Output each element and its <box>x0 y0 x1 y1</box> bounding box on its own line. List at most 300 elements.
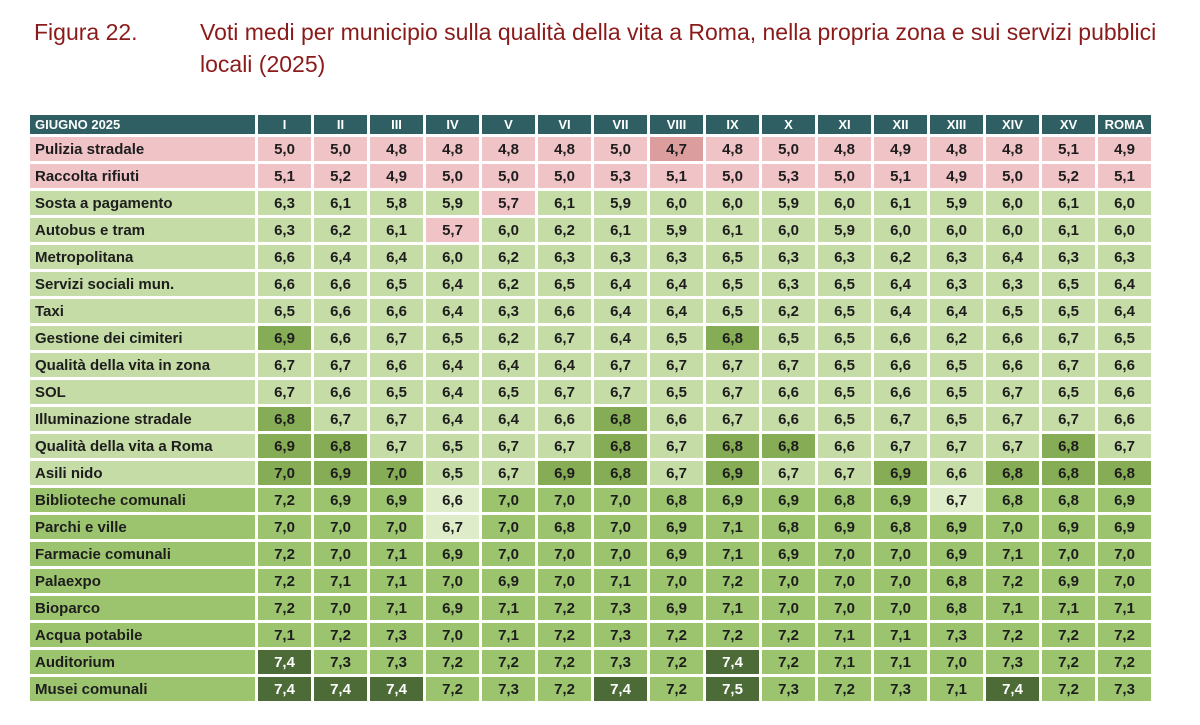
row-label: Taxi <box>30 299 255 323</box>
heat-cell: 6,3 <box>482 299 535 323</box>
heat-cell: 7,0 <box>1098 542 1151 566</box>
heat-cell: 7,0 <box>370 515 423 539</box>
heat-cell: 7,1 <box>986 542 1039 566</box>
heat-cell: 7,1 <box>1042 596 1095 620</box>
heat-cell: 7,2 <box>258 488 311 512</box>
heat-cell: 6,6 <box>930 461 983 485</box>
heat-cell: 7,4 <box>314 677 367 701</box>
heat-cell: 6,5 <box>426 434 479 458</box>
heat-cell: 6,7 <box>370 407 423 431</box>
heat-cell: 6,7 <box>986 434 1039 458</box>
row-label: Auditorium <box>30 650 255 674</box>
table-row <box>30 191 1151 215</box>
heat-cell: 6,5 <box>930 407 983 431</box>
heat-cell: 6,9 <box>874 488 927 512</box>
table-row <box>30 407 1151 431</box>
heat-cell: 6,7 <box>762 461 815 485</box>
heat-cell: 7,3 <box>874 677 927 701</box>
heat-cell: 6,1 <box>594 218 647 242</box>
heat-cell: 5,0 <box>538 164 591 188</box>
heat-cell: 7,2 <box>706 623 759 647</box>
heat-cell: 6,6 <box>874 380 927 404</box>
heat-cell: 6,4 <box>482 353 535 377</box>
heat-cell: 7,1 <box>818 623 871 647</box>
heat-cell: 7,0 <box>370 461 423 485</box>
column-header: XI <box>818 115 871 134</box>
row-label: Gestione dei cimiteri <box>30 326 255 350</box>
heat-cell: 7,0 <box>650 569 703 593</box>
heat-cell: 6,9 <box>650 596 703 620</box>
heat-cell: 6,5 <box>1042 380 1095 404</box>
heat-cell: 6,7 <box>818 461 871 485</box>
heat-cell: 6,0 <box>650 191 703 215</box>
heat-cell: 6,0 <box>1098 218 1151 242</box>
heat-cell: 6,6 <box>314 299 367 323</box>
heat-cell: 6,7 <box>482 461 535 485</box>
heat-cell: 7,2 <box>1042 677 1095 701</box>
heat-cell: 7,2 <box>762 623 815 647</box>
heat-cell: 7,2 <box>1098 650 1151 674</box>
table-row <box>30 245 1151 269</box>
heat-cell: 6,6 <box>258 245 311 269</box>
heat-cell: 6,4 <box>594 326 647 350</box>
heat-cell: 6,4 <box>370 245 423 269</box>
heat-cell: 6,5 <box>818 407 871 431</box>
heat-cell: 5,0 <box>706 164 759 188</box>
heat-cell: 5,0 <box>818 164 871 188</box>
heat-cell: 5,1 <box>258 164 311 188</box>
heat-cell: 6,2 <box>314 218 367 242</box>
row-label: Illuminazione stradale <box>30 407 255 431</box>
heat-cell: 7,2 <box>314 623 367 647</box>
heat-cell: 7,1 <box>706 596 759 620</box>
heat-cell: 6,9 <box>314 461 367 485</box>
heat-cell: 7,2 <box>426 650 479 674</box>
heat-cell: 7,0 <box>258 461 311 485</box>
heat-cell: 6,7 <box>874 407 927 431</box>
heat-cell: 6,8 <box>762 515 815 539</box>
heat-cell: 6,5 <box>930 380 983 404</box>
heat-cell: 6,3 <box>762 245 815 269</box>
heat-cell: 6,8 <box>538 515 591 539</box>
heat-cell: 6,6 <box>426 488 479 512</box>
heat-cell: 6,2 <box>538 218 591 242</box>
heat-cell: 6,7 <box>258 353 311 377</box>
heat-cell: 6,8 <box>986 461 1039 485</box>
heat-cell: 7,5 <box>706 677 759 701</box>
heat-cell: 7,0 <box>874 569 927 593</box>
heat-cell: 6,9 <box>706 488 759 512</box>
heat-cell: 6,5 <box>706 299 759 323</box>
heat-cell: 6,1 <box>538 191 591 215</box>
heat-cell: 6,6 <box>538 407 591 431</box>
heat-cell: 7,0 <box>1042 542 1095 566</box>
heat-cell: 7,1 <box>706 542 759 566</box>
heat-cell: 6,4 <box>426 272 479 296</box>
heat-cell: 7,3 <box>762 677 815 701</box>
heat-cell: 6,6 <box>314 272 367 296</box>
row-label: Sosta a pagamento <box>30 191 255 215</box>
heat-cell: 6,1 <box>370 218 423 242</box>
row-label: Autobus e tram <box>30 218 255 242</box>
heat-cell: 6,3 <box>1098 245 1151 269</box>
heat-cell: 6,8 <box>594 407 647 431</box>
heatmap-table <box>27 112 1154 704</box>
heat-cell: 7,1 <box>370 569 423 593</box>
row-label: Palaexpo <box>30 569 255 593</box>
heat-cell: 6,8 <box>930 596 983 620</box>
heat-cell: 6,3 <box>258 191 311 215</box>
heat-cell: 4,9 <box>370 164 423 188</box>
heat-cell: 6,7 <box>314 353 367 377</box>
column-header: ROMA <box>1098 115 1151 134</box>
table-row <box>30 542 1151 566</box>
heat-cell: 6,8 <box>1042 488 1095 512</box>
heat-cell: 6,9 <box>1098 515 1151 539</box>
column-header: XIII <box>930 115 983 134</box>
heat-cell: 6,0 <box>426 245 479 269</box>
heat-cell: 7,2 <box>650 677 703 701</box>
heat-cell: 6,7 <box>706 380 759 404</box>
column-header: VIII <box>650 115 703 134</box>
heat-cell: 6,7 <box>650 353 703 377</box>
heat-cell: 5,9 <box>818 218 871 242</box>
heat-cell: 6,3 <box>594 245 647 269</box>
corner-label: GIUGNO 2025 <box>30 115 255 134</box>
heat-cell: 7,1 <box>1098 596 1151 620</box>
heat-cell: 6,0 <box>986 218 1039 242</box>
table-row <box>30 623 1151 647</box>
heat-cell: 6,8 <box>1042 434 1095 458</box>
heat-cell: 6,7 <box>370 434 423 458</box>
heat-cell: 7,1 <box>482 623 535 647</box>
heat-cell: 6,2 <box>482 326 535 350</box>
heat-cell: 6,2 <box>930 326 983 350</box>
heat-cell: 6,9 <box>1042 569 1095 593</box>
heat-cell: 6,6 <box>538 299 591 323</box>
column-header: V <box>482 115 535 134</box>
heat-cell: 6,7 <box>370 326 423 350</box>
heat-cell: 6,7 <box>930 488 983 512</box>
heat-cell: 6,6 <box>1098 353 1151 377</box>
heat-cell: 6,4 <box>930 299 983 323</box>
heat-cell: 7,0 <box>594 515 647 539</box>
heat-cell: 6,5 <box>426 326 479 350</box>
heat-cell: 7,2 <box>538 677 591 701</box>
heat-cell: 6,3 <box>762 272 815 296</box>
heat-cell: 6,9 <box>426 596 479 620</box>
heat-cell: 6,6 <box>314 380 367 404</box>
table-row <box>30 515 1151 539</box>
heat-cell: 6,7 <box>594 353 647 377</box>
table-row <box>30 488 1151 512</box>
heat-cell: 6,7 <box>706 353 759 377</box>
heat-cell: 6,7 <box>538 380 591 404</box>
heat-cell: 6,2 <box>874 245 927 269</box>
heat-cell: 5,9 <box>650 218 703 242</box>
heat-cell: 6,3 <box>1042 245 1095 269</box>
heat-cell: 6,1 <box>314 191 367 215</box>
heat-cell: 6,5 <box>426 461 479 485</box>
heat-cell: 6,9 <box>426 542 479 566</box>
heat-cell: 6,0 <box>930 218 983 242</box>
heat-cell: 6,6 <box>986 353 1039 377</box>
heat-cell: 6,7 <box>986 380 1039 404</box>
heat-cell: 6,7 <box>1042 353 1095 377</box>
heat-cell: 7,3 <box>594 650 647 674</box>
heat-cell: 7,2 <box>538 650 591 674</box>
heat-cell: 6,3 <box>930 245 983 269</box>
heat-cell: 6,9 <box>258 434 311 458</box>
heat-cell: 7,0 <box>874 542 927 566</box>
heat-cell: 6,0 <box>986 191 1039 215</box>
heat-cell: 6,8 <box>1042 461 1095 485</box>
table-row <box>30 569 1151 593</box>
column-header: XV <box>1042 115 1095 134</box>
heat-cell: 6,5 <box>650 380 703 404</box>
heat-cell: 5,0 <box>426 164 479 188</box>
heat-cell: 6,3 <box>258 218 311 242</box>
heat-cell: 6,4 <box>314 245 367 269</box>
heat-cell: 7,0 <box>818 596 871 620</box>
heat-cell: 7,0 <box>314 515 367 539</box>
row-label: Parchi e ville <box>30 515 255 539</box>
heat-cell: 6,5 <box>1042 272 1095 296</box>
heat-cell: 7,0 <box>1098 569 1151 593</box>
heat-cell: 7,0 <box>426 623 479 647</box>
heat-cell: 4,8 <box>818 137 871 161</box>
heat-cell: 7,3 <box>482 677 535 701</box>
heat-cell: 4,8 <box>482 137 535 161</box>
heat-cell: 6,7 <box>650 461 703 485</box>
heat-cell: 7,2 <box>258 569 311 593</box>
heat-cell: 6,5 <box>482 380 535 404</box>
heat-cell: 6,5 <box>650 326 703 350</box>
heat-cell: 6,9 <box>762 542 815 566</box>
heat-cell: 6,7 <box>258 380 311 404</box>
heat-cell: 6,7 <box>930 434 983 458</box>
row-label: Raccolta rifiuti <box>30 164 255 188</box>
heat-cell: 6,3 <box>538 245 591 269</box>
heat-cell: 5,9 <box>426 191 479 215</box>
heat-cell: 6,0 <box>762 218 815 242</box>
heat-cell: 6,5 <box>818 380 871 404</box>
heat-cell: 6,7 <box>1042 326 1095 350</box>
heat-cell: 6,4 <box>426 407 479 431</box>
heat-cell: 6,6 <box>762 380 815 404</box>
heat-cell: 7,1 <box>314 569 367 593</box>
heat-cell: 6,9 <box>314 488 367 512</box>
heat-cell: 5,0 <box>482 164 535 188</box>
heat-cell: 6,5 <box>370 380 423 404</box>
row-label: Farmacie comunali <box>30 542 255 566</box>
heat-cell: 6,5 <box>762 326 815 350</box>
heat-cell: 6,8 <box>258 407 311 431</box>
heat-cell: 6,4 <box>1098 272 1151 296</box>
heat-cell: 7,4 <box>594 677 647 701</box>
heat-cell: 6,4 <box>650 272 703 296</box>
table-row <box>30 380 1151 404</box>
heat-cell: 7,2 <box>538 623 591 647</box>
table-row <box>30 353 1151 377</box>
heat-cell: 6,6 <box>874 326 927 350</box>
heat-cell: 7,2 <box>1042 650 1095 674</box>
heat-cell: 7,2 <box>986 569 1039 593</box>
row-label: Bioparco <box>30 596 255 620</box>
heat-cell: 7,0 <box>426 569 479 593</box>
heat-cell: 6,9 <box>762 488 815 512</box>
heat-cell: 6,5 <box>818 326 871 350</box>
table-row <box>30 677 1151 701</box>
heat-cell: 6,8 <box>1098 461 1151 485</box>
heat-cell: 6,5 <box>1098 326 1151 350</box>
heat-cell: 5,1 <box>1042 137 1095 161</box>
heat-cell: 6,9 <box>370 488 423 512</box>
heat-cell: 6,8 <box>594 434 647 458</box>
heat-cell: 6,6 <box>762 407 815 431</box>
heat-cell: 6,8 <box>706 434 759 458</box>
heat-cell: 6,5 <box>370 272 423 296</box>
heat-cell: 6,8 <box>594 461 647 485</box>
heat-cell: 7,0 <box>594 542 647 566</box>
heat-cell: 7,4 <box>986 677 1039 701</box>
figure-number: Figura 22. <box>34 19 138 45</box>
heat-cell: 6,6 <box>370 353 423 377</box>
heat-cell: 7,0 <box>538 488 591 512</box>
row-label: Qualità della vita in zona <box>30 353 255 377</box>
heat-cell: 6,3 <box>650 245 703 269</box>
heat-cell: 6,9 <box>1042 515 1095 539</box>
heat-cell: 6,8 <box>314 434 367 458</box>
heat-cell: 6,3 <box>986 272 1039 296</box>
heat-cell: 4,8 <box>930 137 983 161</box>
column-header: III <box>370 115 423 134</box>
heat-cell: 6,9 <box>874 461 927 485</box>
heat-cell: 7,1 <box>874 623 927 647</box>
heat-cell: 7,3 <box>314 650 367 674</box>
heat-cell: 7,0 <box>258 515 311 539</box>
heat-cell: 6,8 <box>930 569 983 593</box>
heat-cell: 6,5 <box>538 272 591 296</box>
heat-cell: 6,7 <box>314 407 367 431</box>
table-body <box>30 137 1151 701</box>
heat-cell: 7,2 <box>482 650 535 674</box>
heat-cell: 6,4 <box>538 353 591 377</box>
table-row <box>30 299 1151 323</box>
heat-cell: 7,4 <box>706 650 759 674</box>
heat-cell: 7,1 <box>930 677 983 701</box>
row-label: Acqua potabile <box>30 623 255 647</box>
heat-cell: 5,0 <box>986 164 1039 188</box>
heat-cell: 5,7 <box>482 191 535 215</box>
table-row <box>30 137 1151 161</box>
heat-cell: 6,9 <box>818 515 871 539</box>
heat-cell: 5,9 <box>930 191 983 215</box>
heat-cell: 5,1 <box>874 164 927 188</box>
table-row <box>30 272 1151 296</box>
heat-cell: 6,7 <box>482 434 535 458</box>
heat-cell: 6,9 <box>930 515 983 539</box>
heat-cell: 6,7 <box>650 434 703 458</box>
heat-cell: 5,9 <box>762 191 815 215</box>
heat-cell: 6,7 <box>874 434 927 458</box>
heat-cell: 5,7 <box>426 218 479 242</box>
heat-cell: 4,8 <box>706 137 759 161</box>
heat-cell: 7,2 <box>258 596 311 620</box>
heat-cell: 7,0 <box>762 569 815 593</box>
heat-cell: 6,6 <box>818 434 871 458</box>
heat-cell: 7,3 <box>370 623 423 647</box>
heat-cell: 6,7 <box>594 380 647 404</box>
heat-cell: 6,4 <box>426 353 479 377</box>
heat-cell: 7,4 <box>370 677 423 701</box>
heat-cell: 6,0 <box>874 218 927 242</box>
heat-cell: 6,9 <box>482 569 535 593</box>
heat-cell: 5,1 <box>1098 164 1151 188</box>
heat-cell: 7,2 <box>818 677 871 701</box>
heat-cell: 6,6 <box>258 272 311 296</box>
heat-cell: 6,6 <box>874 353 927 377</box>
heat-cell: 6,4 <box>874 272 927 296</box>
heat-cell: 7,4 <box>258 677 311 701</box>
heat-cell: 5,0 <box>314 137 367 161</box>
heat-cell: 7,2 <box>986 623 1039 647</box>
heat-cell: 6,5 <box>706 245 759 269</box>
heat-cell: 6,4 <box>874 299 927 323</box>
heat-cell: 6,7 <box>426 515 479 539</box>
heat-cell: 5,2 <box>1042 164 1095 188</box>
heat-cell: 7,0 <box>482 488 535 512</box>
heat-cell: 4,9 <box>930 164 983 188</box>
heat-cell: 7,2 <box>426 677 479 701</box>
heat-cell: 7,0 <box>874 596 927 620</box>
heat-cell: 6,7 <box>706 407 759 431</box>
heat-cell: 6,7 <box>1098 434 1151 458</box>
column-header: IX <box>706 115 759 134</box>
column-header: XII <box>874 115 927 134</box>
heat-cell: 5,2 <box>314 164 367 188</box>
row-label: Pulizia stradale <box>30 137 255 161</box>
column-header: IV <box>426 115 479 134</box>
heat-cell: 6,5 <box>818 272 871 296</box>
column-header: VI <box>538 115 591 134</box>
row-label: Servizi sociali mun. <box>30 272 255 296</box>
heat-cell: 7,3 <box>930 623 983 647</box>
heat-cell: 6,6 <box>986 326 1039 350</box>
heat-cell: 6,7 <box>538 326 591 350</box>
heat-cell: 6,7 <box>538 434 591 458</box>
figure-title: Voti medi per municipio sulla qualità della vita a Roma, nella propria zona e sui servizi pubblici locali (2025) <box>200 19 1157 77</box>
heat-cell: 7,1 <box>370 596 423 620</box>
heat-cell: 6,5 <box>818 299 871 323</box>
heat-cell: 7,0 <box>482 515 535 539</box>
heat-cell: 6,6 <box>1098 407 1151 431</box>
heat-cell: 6,8 <box>762 434 815 458</box>
heat-cell: 4,8 <box>538 137 591 161</box>
heat-cell: 7,3 <box>986 650 1039 674</box>
heat-cell: 5,9 <box>594 191 647 215</box>
heat-cell: 6,7 <box>762 353 815 377</box>
heat-cell: 7,1 <box>482 596 535 620</box>
heat-cell: 7,0 <box>818 542 871 566</box>
table-row <box>30 218 1151 242</box>
heat-cell: 7,0 <box>594 488 647 512</box>
heat-cell: 7,2 <box>258 542 311 566</box>
heat-cell: 6,8 <box>706 326 759 350</box>
heat-cell: 6,6 <box>1098 380 1151 404</box>
heat-cell: 6,1 <box>706 218 759 242</box>
heat-cell: 7,2 <box>706 569 759 593</box>
